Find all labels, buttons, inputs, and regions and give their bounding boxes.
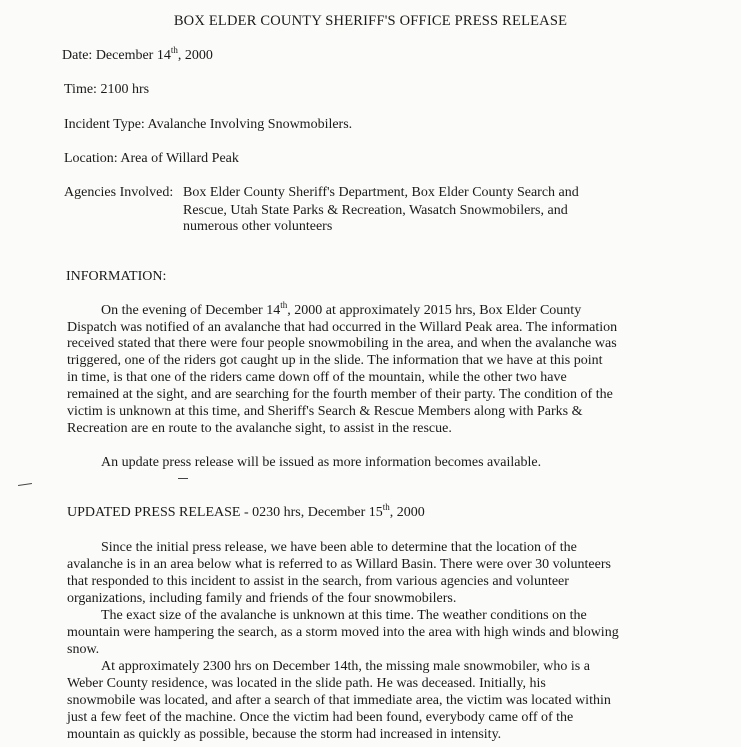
update-paragraph-line: At approximately 2300 hrs on December 14th, the missing male snowmobiler, who is a xyxy=(101,659,590,674)
agencies-line: numerous other volunteers xyxy=(183,219,333,234)
update-paragraph-line: Weber County residence, was located in the slide path. He was deceased. Initially, his xyxy=(67,676,546,691)
update-paragraph-line: snow. xyxy=(67,642,100,657)
date-sup: th xyxy=(170,45,178,55)
info-paragraph-line: Dispatch was notified of an avalanche that had occurred in the Willard Peak area. The information xyxy=(67,320,618,335)
update-notice: An update press release will be issued as more information becomes available. xyxy=(101,455,542,470)
date-label: Date: December 14 xyxy=(62,48,171,63)
update-heading xyxy=(67,502,425,521)
info-paragraph-line: in time, is that one of the riders came down off of the mountain, while the other two have xyxy=(67,370,567,385)
update-heading-rest: , 2000 xyxy=(389,505,425,520)
agencies-label: Agencies Involved: xyxy=(64,185,174,200)
update-paragraph-line: mountain were hampering the search, as a storm moved into the area with high winds and blowing xyxy=(67,625,619,640)
info-p1-sup: th xyxy=(280,300,288,310)
info-paragraph-line: received stated that there were four people snowmobiling in the area, and when the avalanche was xyxy=(67,336,617,351)
update-paragraph-line: Since the initial press release, we have been able to determine that the location of the xyxy=(101,540,577,555)
date-line xyxy=(62,45,213,64)
info-paragraph-line: triggered, one of the riders got caught up in the slide. The information that we have at this point xyxy=(67,353,603,368)
update-paragraph-line: mountain as quickly as possible, because the storm had increased in intensity. xyxy=(67,727,502,742)
info-paragraph-line: Recreation are en route to the avalanche sight, to assist in the rescue. xyxy=(67,421,452,436)
location-line: Location: Area of Willard Peak xyxy=(64,151,239,166)
info-paragraph-line: remained at the sight, and are searching for the fourth member of their party. The condition of the xyxy=(67,387,613,402)
information-heading: INFORMATION: xyxy=(66,269,167,284)
update-paragraph-line: organizations, including family and friends of the four snowmobilers. xyxy=(67,591,457,606)
date-year: , 2000 xyxy=(177,48,213,63)
page-title: BOX ELDER COUNTY SHERIFF'S OFFICE PRESS RELEASE xyxy=(173,13,568,29)
info-paragraph-line xyxy=(101,300,582,319)
update-paragraph-line: The exact size of the avalanche is unknown at this time. The weather conditions on the xyxy=(101,608,587,623)
incident-type-line: Incident Type: Avalanche Involving Snowmobilers. xyxy=(64,117,353,132)
info-p1-rest: , 2000 at approximately 2015 hrs, Box Elder County xyxy=(287,303,582,318)
update-paragraph-line: that responded to this incident to assist in the search, from various agencies and volunteer xyxy=(67,574,569,589)
agencies-line: Box Elder County Sheriff's Department, Box Elder County Search and xyxy=(183,185,579,200)
time-line: Time: 2100 hrs xyxy=(64,82,150,97)
scan-mark xyxy=(18,483,32,486)
update-paragraph-line: just a few feet of the machine. Once the victim had been found, everybody came off of the xyxy=(67,710,574,725)
update-paragraph-line: snowmobile was located, and after a search of that immediate area, the victim was located within xyxy=(67,693,611,708)
info-paragraph-line: victim is unknown at this time, and Sheriff's Search & Rescue Members along with Parks & xyxy=(67,404,583,419)
agencies-line: Rescue, Utah State Parks & Recreation, Wasatch Snowmobilers, and xyxy=(183,203,568,218)
update-heading-sup: th xyxy=(382,502,390,512)
info-p1-start: On the evening of December 14 xyxy=(101,303,281,318)
update-heading-start: UPDATED PRESS RELEASE - 0230 hrs, December 15 xyxy=(67,505,383,520)
update-paragraph-line: avalanche is in an area below what is referred to as Willard Basin. There were over 30 volunteers xyxy=(67,557,611,572)
scan-mark xyxy=(178,478,188,479)
